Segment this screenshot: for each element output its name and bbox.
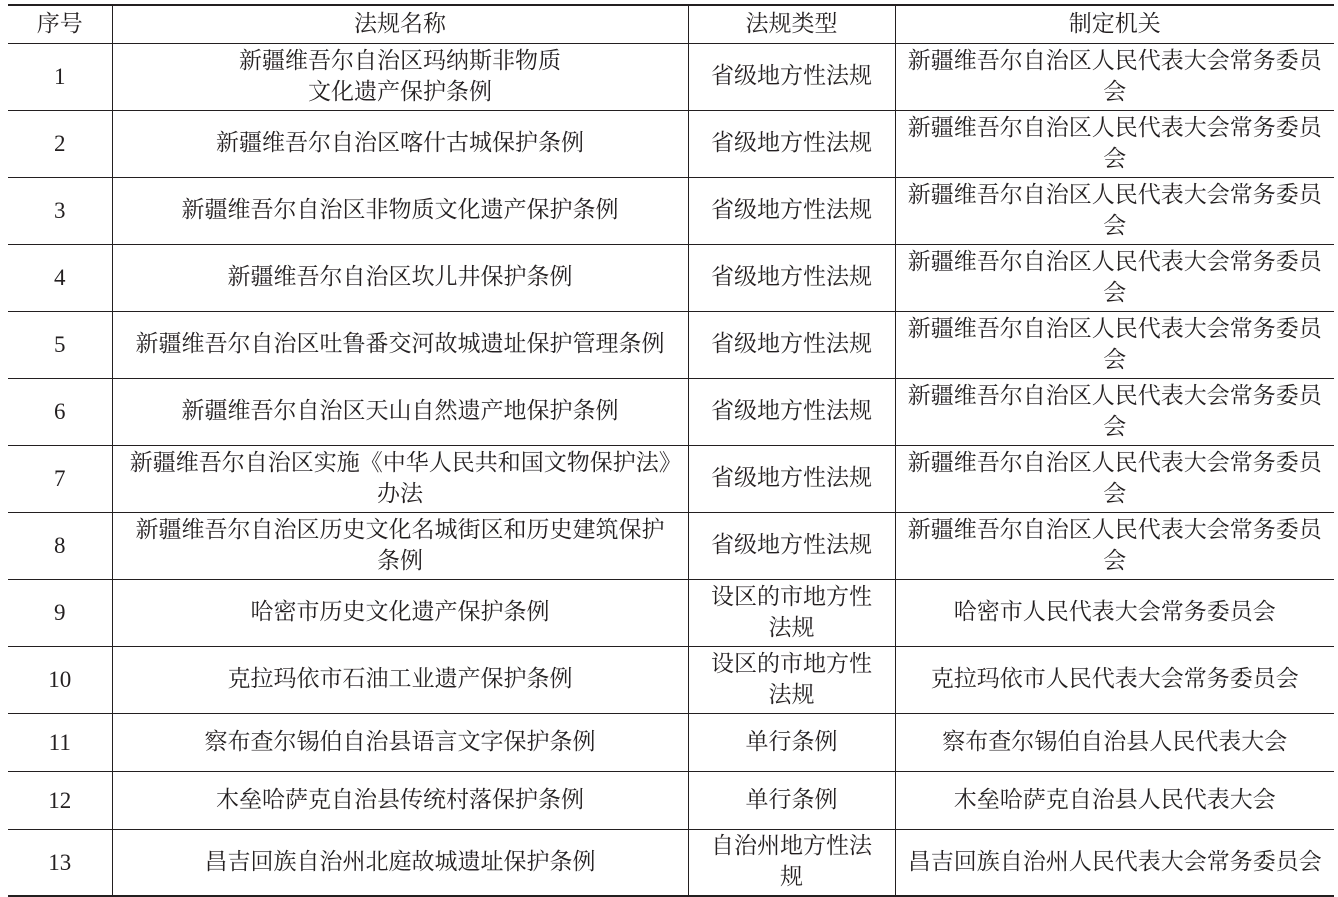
cell-regulation-type: 自治州地方性法规	[688, 829, 895, 896]
table-row	[8, 512, 1334, 579]
cell-regulation-name: 克拉玛依市石油工业遗产保护条例	[112, 646, 688, 713]
cell-serial-number: 5	[8, 311, 112, 378]
cell-serial-number: 8	[8, 512, 112, 579]
cell-serial-number: 12	[8, 771, 112, 829]
cell-serial-number: 4	[8, 244, 112, 311]
header-enacting-body: 制定机关	[895, 5, 1334, 43]
cell-enacting-body: 新疆维吾尔自治区人民代表大会常务委员会	[895, 311, 1334, 378]
cell-regulation-name: 新疆维吾尔自治区喀什古城保护条例	[112, 110, 688, 177]
cell-regulation-name: 察布查尔锡伯自治县语言文字保护条例	[112, 713, 688, 771]
cell-serial-number: 2	[8, 110, 112, 177]
cell-serial-number: 3	[8, 177, 112, 244]
cell-enacting-body: 木垒哈萨克自治县人民代表大会	[895, 771, 1334, 829]
cell-regulation-type: 单行条例	[688, 713, 895, 771]
table-row	[8, 646, 1334, 713]
cell-enacting-body: 新疆维吾尔自治区人民代表大会常务委员会	[895, 110, 1334, 177]
table-row	[8, 829, 1334, 896]
table-row	[8, 713, 1334, 771]
regulations-table-container	[8, 4, 1334, 897]
cell-regulation-name: 新疆维吾尔自治区实施《中华人民共和国文物保护法》办法	[112, 445, 688, 512]
cell-regulation-name: 新疆维吾尔自治区非物质文化遗产保护条例	[112, 177, 688, 244]
cell-regulation-name: 新疆维吾尔自治区吐鲁番交河故城遗址保护管理条例	[112, 311, 688, 378]
cell-enacting-body: 新疆维吾尔自治区人民代表大会常务委员会	[895, 177, 1334, 244]
cell-enacting-body: 哈密市人民代表大会常务委员会	[895, 579, 1334, 646]
cell-regulation-name: 哈密市历史文化遗产保护条例	[112, 579, 688, 646]
cell-enacting-body: 昌吉回族自治州人民代表大会常务委员会	[895, 829, 1334, 896]
cell-serial-number: 1	[8, 43, 112, 110]
cell-regulation-name: 新疆维吾尔自治区坎儿井保护条例	[112, 244, 688, 311]
cell-serial-number: 11	[8, 713, 112, 771]
table-row	[8, 311, 1334, 378]
cell-regulation-type: 省级地方性法规	[688, 177, 895, 244]
cell-regulation-type: 单行条例	[688, 771, 895, 829]
cell-regulation-type: 省级地方性法规	[688, 110, 895, 177]
table-row	[8, 445, 1334, 512]
header-serial-number: 序号	[8, 5, 112, 43]
table-row	[8, 771, 1334, 829]
cell-regulation-name: 木垒哈萨克自治县传统村落保护条例	[112, 771, 688, 829]
table-row	[8, 579, 1334, 646]
cell-regulation-type: 设区的市地方性法规	[688, 646, 895, 713]
table-row	[8, 43, 1334, 110]
cell-enacting-body: 察布查尔锡伯自治县人民代表大会	[895, 713, 1334, 771]
cell-enacting-body: 新疆维吾尔自治区人民代表大会常务委员会	[895, 244, 1334, 311]
cell-regulation-type: 省级地方性法规	[688, 445, 895, 512]
table-row	[8, 378, 1334, 445]
cell-regulation-type: 省级地方性法规	[688, 378, 895, 445]
cell-enacting-body: 新疆维吾尔自治区人民代表大会常务委员会	[895, 512, 1334, 579]
table-row	[8, 110, 1334, 177]
table-header-row	[8, 5, 1334, 43]
cell-regulation-name: 昌吉回族自治州北庭故城遗址保护条例	[112, 829, 688, 896]
table-row	[8, 177, 1334, 244]
header-regulation-type: 法规类型	[688, 5, 895, 43]
cell-serial-number: 10	[8, 646, 112, 713]
cell-enacting-body: 新疆维吾尔自治区人民代表大会常务委员会	[895, 445, 1334, 512]
cell-serial-number: 6	[8, 378, 112, 445]
header-regulation-name: 法规名称	[112, 5, 688, 43]
cell-serial-number: 13	[8, 829, 112, 896]
cell-serial-number: 9	[8, 579, 112, 646]
cell-regulation-name: 新疆维吾尔自治区天山自然遗产地保护条例	[112, 378, 688, 445]
cell-regulation-name: 新疆维吾尔自治区历史文化名城街区和历史建筑保护条例	[112, 512, 688, 579]
table-row	[8, 244, 1334, 311]
cell-serial-number: 7	[8, 445, 112, 512]
cell-regulation-type: 省级地方性法规	[688, 43, 895, 110]
cell-enacting-body: 新疆维吾尔自治区人民代表大会常务委员会	[895, 43, 1334, 110]
cell-regulation-type: 省级地方性法规	[688, 244, 895, 311]
cell-enacting-body: 克拉玛依市人民代表大会常务委员会	[895, 646, 1334, 713]
cell-regulation-type: 省级地方性法规	[688, 512, 895, 579]
cell-enacting-body: 新疆维吾尔自治区人民代表大会常务委员会	[895, 378, 1334, 445]
regulations-table	[8, 4, 1334, 897]
cell-regulation-type: 省级地方性法规	[688, 311, 895, 378]
cell-regulation-type: 设区的市地方性法规	[688, 579, 895, 646]
cell-regulation-name: 新疆维吾尔自治区玛纳斯非物质 文化遗产保护条例	[112, 43, 688, 110]
